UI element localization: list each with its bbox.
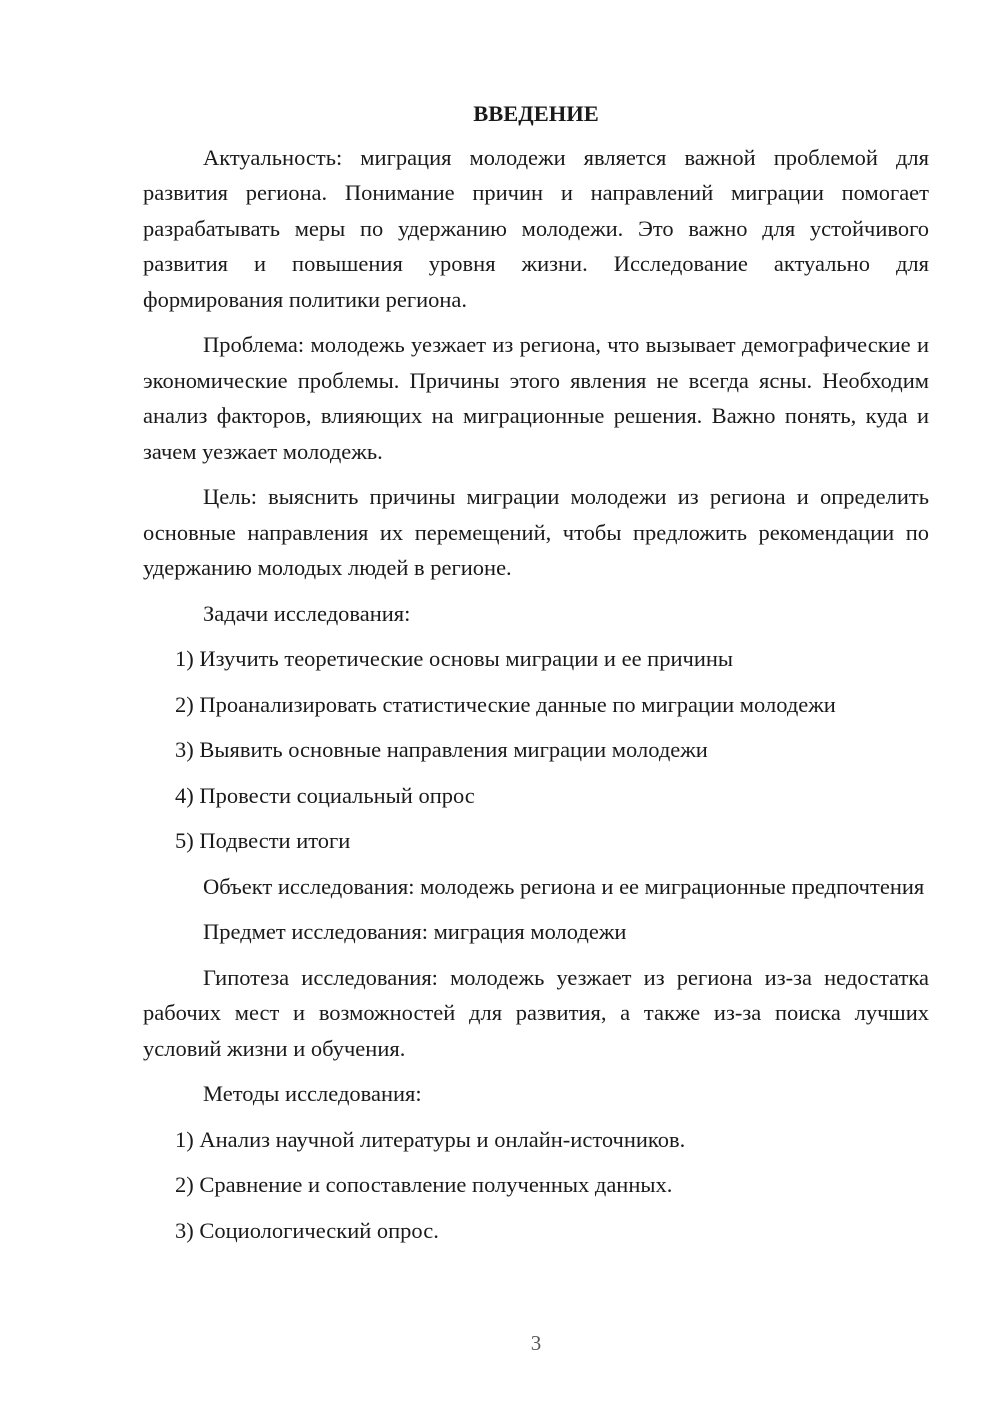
problem-paragraph: Проблема: молодежь уезжает из региона, что вызывает демографические и экономические проблемы. Причины этого явления не всегда ясны. Необходим анализ факторов, влияющих на миграционные решения. Важно понять, куда и зачем уезжает молодежь. [143,332,929,464]
task-item: 5) Подвести итоги [175,828,351,853]
method-item: 3) Социологический опрос. [175,1217,439,1243]
hypothesis-paragraph: Гипотеза исследования: молодежь уезжает из региона из-за недостатка рабочих мест и возможностей для развития, а также из-за поиска лучших условий жизни и обучения. [143,964,929,1061]
method-item: 2) Сравнение и сопоставление полученных данных. [175,1172,673,1197]
methods-heading: Методы исследования: [203,1081,422,1106]
task-item: 1) Изучить теоретические основы миграции и ее причины [175,646,734,671]
relevance-paragraph: Актуальность: миграция молодежи является важной проблемой для развития региона. Понимание причин и направлений миграции помогает разрабатывать меры по удержанию молодежи. Это важно для устойчивого развития и повышения уровня жизни. Исследование актуально для формирования политики региона. [143,144,929,312]
subject-paragraph: Предмет исследования: миграция молодежи [203,919,627,944]
methods-list [143,1122,929,1249]
page-number: 3 [530,1331,542,1355]
tasks-list [143,641,929,859]
object-paragraph: Объект исследования: молодежь региона и ее миграционные предпочтения [203,873,925,899]
page-content [143,96,929,1258]
task-item: 2) Проанализировать статистические данные по миграции молодежи [175,691,836,717]
tasks-heading: Задачи исследования: [203,600,411,626]
page-title: ВВЕДЕНИЕ [473,101,599,126]
task-item: 3) Выявить основные направления миграции молодежи [175,737,708,762]
task-item: 4) Провести социальный опрос [175,782,475,808]
method-item: 1) Анализ научной литературы и онлайн-источников. [175,1126,686,1152]
goal-paragraph: Цель: выяснить причины миграции молодежи из региона и определить основные направления их перемещений, чтобы предложить рекомендации по удержанию молодых людей в регионе. [143,484,929,580]
